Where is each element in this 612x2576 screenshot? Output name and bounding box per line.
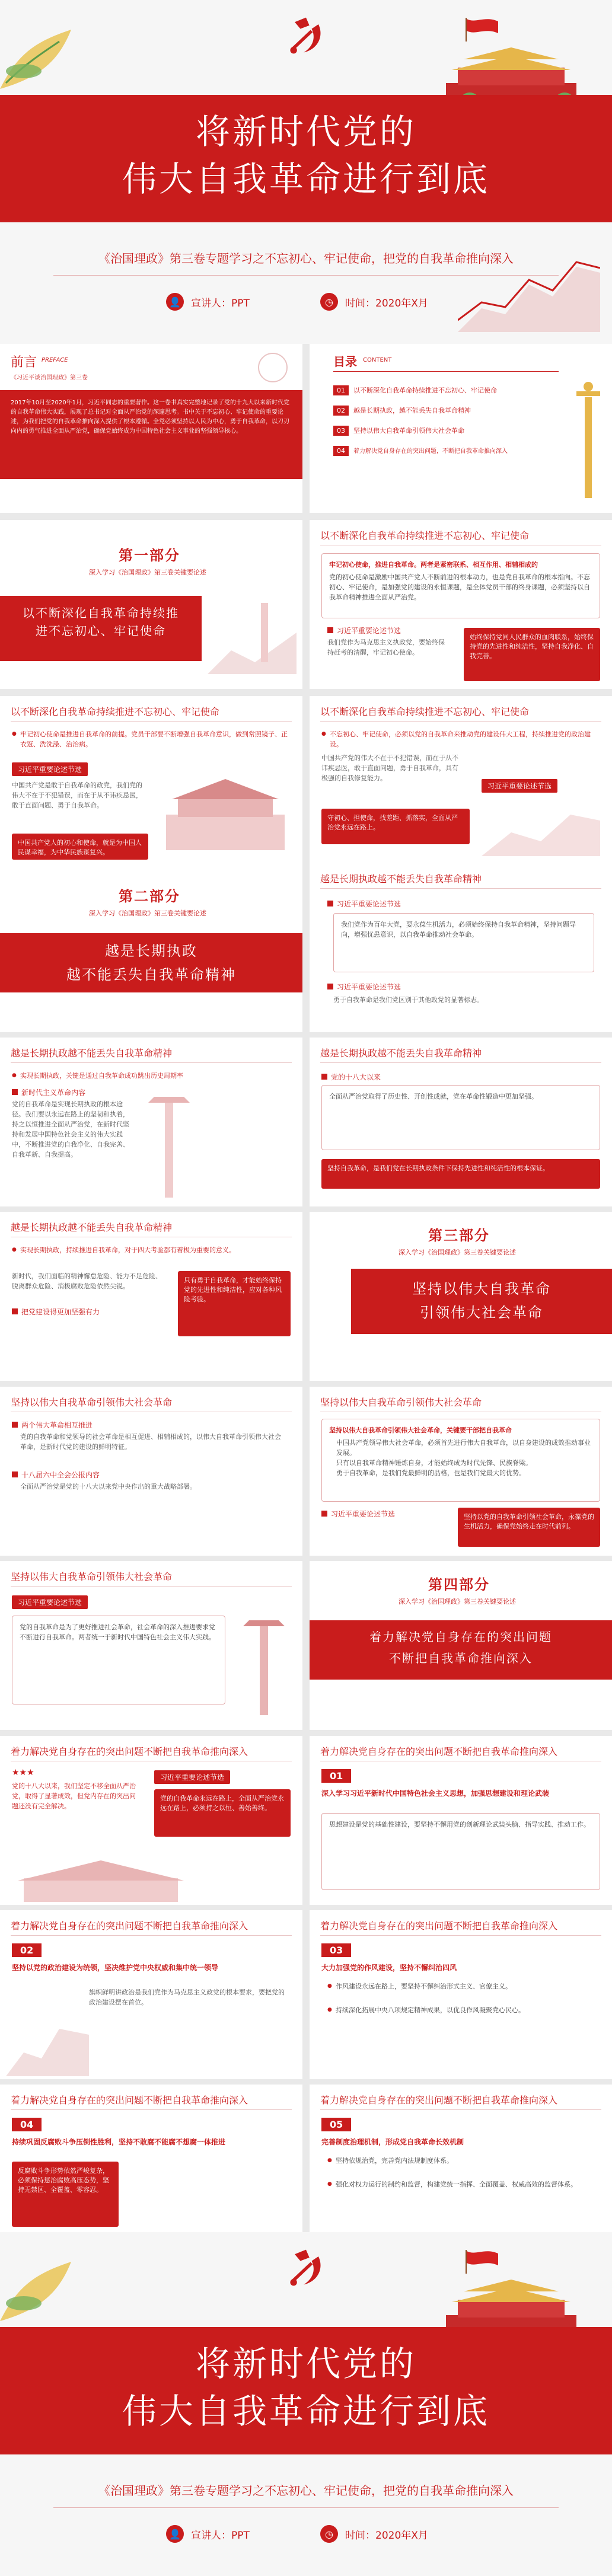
bullet-text: 勇于自我革命，是我们党最鲜明的品格，也是我们党最大的优势。 xyxy=(336,1469,525,1477)
body-text: 中国共产党是敢于自我革命的政党，我们党的伟大不在于不犯错误，而在于从不讳疾忌医，敢于直面问题、勇于自我革命。 xyxy=(12,781,142,809)
section-tag: 习近平重要论述节选 xyxy=(321,1509,395,1519)
divider xyxy=(11,1062,292,1063)
contents-item-num: 01 xyxy=(333,385,349,395)
section-tag: 习近平重要论述节选 xyxy=(154,1770,230,1784)
speaker-meta xyxy=(166,293,250,311)
box-text: 党的初心使命是激励中国共产党人不断前进的根本动力，也是党自我革命的根本指向。不忘初心、牢记使命，是加强党的建设的永恒课题，是全体党员干部的终身课题，必须坚持以自我革命精神推进全面从严治党。 xyxy=(329,573,590,601)
body-text: 新时代，我们面临的精神懈怠危险、能力不足危险、脱离群众危险、消极腐败危险依然尖锐。 xyxy=(12,1272,162,1290)
contents-title: 目录 xyxy=(333,355,357,369)
time-label: 时间：2020年X月 xyxy=(345,2529,428,2542)
bullet-text: ● 牢记初心使命是推进自我革命的前提。党员干部要不断增强自我革命意识，做到常照镜子、正衣冠、洗洗澡、治治病。 xyxy=(12,729,291,749)
clock-icon: ◷ xyxy=(320,2525,338,2543)
slide-row-3 xyxy=(0,696,612,865)
cover-title xyxy=(0,108,612,203)
clock-icon: ◷ xyxy=(320,293,338,311)
slide-header: 越是长期执政越不能丢失自我革命精神 xyxy=(11,1048,173,1059)
preface-slide[interactable] xyxy=(0,344,302,513)
section-heading: 持续巩固反腐败斗争压倒性胜利，坚持不敢腐不能腐不想腐一体推进 xyxy=(12,2138,226,2146)
contents-slide[interactable] xyxy=(310,344,612,513)
part3-cover-slide[interactable] xyxy=(310,1212,612,1381)
part-title: 第三部分 xyxy=(428,1227,490,1244)
seal-decoration-icon xyxy=(249,350,297,385)
part2-slide-2[interactable] xyxy=(0,1038,302,1206)
bullet-text: 中国共产党领导伟大社会革命，必须首先进行伟大自我革命，以自身建设的成效推动事业发展。 xyxy=(336,1439,591,1457)
slide-row-5 xyxy=(0,1038,612,1206)
bullet-text: ● 持续深化拓展中央八项规定精神成果，以优良作风凝聚党心民心。 xyxy=(327,2005,594,2015)
slide-header: 着力解决党自身存在的突出问题不断把自我革命推向深入 xyxy=(320,2095,558,2106)
part-title: 第一部分 xyxy=(119,547,180,564)
great-wall-icon xyxy=(458,249,600,332)
preface-title: 前言 xyxy=(11,355,37,370)
end-slide[interactable] xyxy=(0,2232,612,2576)
part1-slide-1[interactable] xyxy=(310,520,612,689)
cover-slide[interactable] xyxy=(0,0,612,344)
section-tag: 习近平重要论述节选 xyxy=(482,779,557,793)
section-heading: 坚持以党的政治建设为统领，坚决维护党中央权威和集中统一领导 xyxy=(12,1964,219,1972)
contents-item-text: 越是长期执政，越不能丢失自我革命精神 xyxy=(353,407,471,414)
slide-header: 着力解决党自身存在的突出问题不断把自我革命推向深入 xyxy=(11,1746,248,1757)
part4-slide-5[interactable] xyxy=(0,2085,302,2253)
divider xyxy=(320,721,601,722)
body-text: 全面从严治党是党的十八大以来党中央作出的重大战略部署。 xyxy=(20,1483,196,1490)
highlight-box: 党的自我革命永远在路上，全面从严治党永远在路上，必须持之以恒、善始善终。 xyxy=(154,1789,291,1837)
red-flag-icon xyxy=(464,2250,499,2274)
box-heading: 坚持以伟大自我革命引领伟大社会革命，关键要干部把自我革命 xyxy=(329,1426,512,1434)
part-sub: 深入学习《治国理政》第三卷关键要论述 xyxy=(399,1598,516,1605)
slide-header: 以不断深化自我革命持续推进不忘初心、牢记使命 xyxy=(11,706,220,717)
body-text: 中国共产党的伟大不在于不犯错误，而在于从不讳疾忌医，敢于直面问题，勇于自我革命，具有极强的自我修复能力。 xyxy=(321,754,458,782)
divider xyxy=(320,1935,601,1936)
slide-row-8 xyxy=(0,1561,612,1730)
slide-header: 越是长期执政越不能丢失自我革命精神 xyxy=(320,1048,482,1059)
slide-header: 坚持以伟大自我革命引领伟大社会革命 xyxy=(320,1397,482,1408)
slide-row-4 xyxy=(0,863,612,1032)
divider xyxy=(333,371,559,372)
slide-header: 坚持以伟大自我革命引领伟大社会革命 xyxy=(11,1571,173,1582)
part-title: 第四部分 xyxy=(428,1576,490,1593)
section-number-badge: 03 xyxy=(321,1943,351,1957)
highlight-box: 坚持以党的自我革命引领社会革命，永葆党的生机活力，确保党始终走在时代前列。 xyxy=(458,1508,600,1547)
section-number-badge: 01 xyxy=(321,1769,351,1783)
part4-band-line2: 不断把自我革命推向深入 xyxy=(389,1651,533,1665)
section-tag: 习近平重要论述节选 xyxy=(327,899,401,909)
part-title: 第二部分 xyxy=(119,888,180,905)
part4-cover-slide[interactable] xyxy=(310,1561,612,1730)
contents-item[interactable] xyxy=(333,406,547,426)
content-box: 我们党作为百年大党，要永葆生机活力，必须始终保持自我革命精神，坚持问题导向，增强忧患意识，以自我革命推动社会革命。 xyxy=(333,913,594,972)
divider xyxy=(11,1935,292,1936)
monument-decoration-icon xyxy=(208,579,297,674)
slide-row-9 xyxy=(0,1736,612,1905)
part4-band-line1: 着力解决党自身存在的突出问题 xyxy=(369,1630,552,1644)
section-number-badge: 05 xyxy=(321,2118,351,2131)
part3-slide-2[interactable] xyxy=(310,1387,612,1556)
part4-slide-6[interactable] xyxy=(310,2085,612,2253)
part1-band-text: 以不断深化自我革命持续推进不忘初心、牢记使命 xyxy=(23,606,179,638)
speaker-label: 宣讲人：PPT xyxy=(191,297,250,309)
content-box: 党的自我革命是为了更好推进社会革命，社会革命的深入推进要求党不断进行自我革命。两者统一于新时代中国特色社会主义伟大实践。 xyxy=(12,1616,225,1704)
section-number-badge: 04 xyxy=(12,2118,42,2131)
body-text: 党的自我革命和党领导的社会革命是相互促进、相辅相成的，以伟大自我革命引领伟大社会革命，是新时代党的建设的鲜明特征。 xyxy=(20,1433,281,1451)
part2-slide-4[interactable] xyxy=(0,1212,302,1381)
time-meta xyxy=(320,293,428,311)
divider xyxy=(11,2109,292,2110)
highlight-box: 只有勇于自我革命，才能始终保持党的先进性和纯洁性，应对各种风险考验。 xyxy=(178,1271,291,1336)
slide-header: 着力解决党自身存在的突出问题不断把自我革命推向深入 xyxy=(320,1920,558,1932)
section-tag: 把党建设得更加坚强有力 xyxy=(12,1307,100,1317)
slide-header: 以不断深化自我革命持续推进不忘初心、牢记使命 xyxy=(320,706,530,717)
contents-title-en: CONTENT xyxy=(363,357,392,363)
bullet-text: 只有以自我革命精神锤炼自身，才能始终成为时代先锋、民族脊梁。 xyxy=(336,1459,532,1467)
divider xyxy=(11,721,292,722)
part4-slide-1[interactable] xyxy=(0,1736,302,1905)
highlight-box: 反腐败斗争形势依然严峻复杂，必须保持惩治腐败高压态势，坚持无禁区、全覆盖、零容忍。 xyxy=(12,2162,119,2227)
contents-item-num: 03 xyxy=(333,426,349,436)
divider xyxy=(320,888,601,889)
part2-slide-3[interactable] xyxy=(310,1038,612,1206)
end-title xyxy=(0,2340,612,2435)
part2-cover-slide[interactable] xyxy=(0,863,302,1032)
section-heading: 深入学习习近平新时代中国特色社会主义思想，加强思想建设和理论武装 xyxy=(321,1789,550,1798)
part4-slide-4[interactable] xyxy=(310,1910,612,2079)
part3-slide-1[interactable] xyxy=(0,1387,302,1556)
slide-header: 越是长期执政越不能丢失自我革命精神 xyxy=(320,873,482,885)
section-tag: 新时代主义革命内容 xyxy=(12,1087,85,1097)
section-tag: 习近平重要论述节选 xyxy=(12,762,88,776)
part2-band-line1: 越是长期执政 xyxy=(105,943,197,959)
part2-band-line2: 越不能丢失自我革命精神 xyxy=(66,966,236,983)
end-title-line1: 将新时代党的 xyxy=(195,2344,416,2384)
highlight-box: 中国共产党人的初心和使命，就是为中国人民谋幸福，为中华民族谋复兴。 xyxy=(12,834,148,860)
section-tag: 十八届六中全会公报内容 xyxy=(12,1470,100,1480)
highlight-box: 守初心、担使命，找差距、抓落实，全面从严治党永远在路上。 xyxy=(321,809,470,844)
content-box: 全面从严治党取得了历史性、开创性成就，党在革命性锻造中更加坚强。 xyxy=(321,1085,600,1150)
contents-item-text: 以不断深化自我革命持续推进不忘初心、牢记使命 xyxy=(353,387,497,394)
part1-band xyxy=(0,596,202,661)
quote-text: 我们党作为马克思主义执政党，要始终保持赶考的清醒，牢记初心使命。 xyxy=(327,639,445,656)
part4-band xyxy=(310,1620,612,1680)
end-title-line2: 伟大自我革命进行到底 xyxy=(122,2391,490,2431)
slide-row-11 xyxy=(0,2085,612,2253)
slide-header: 着力解决党自身存在的突出问题不断把自我革命推向深入 xyxy=(320,1746,558,1757)
part4-slide-3[interactable] xyxy=(0,1910,302,2079)
user-icon: 👤 xyxy=(166,2525,184,2543)
contents-item-num: 04 xyxy=(333,446,349,456)
tiananmen-gate-icon xyxy=(160,755,291,850)
huabiao-pillar-icon xyxy=(136,1085,202,1198)
contents-item-text: 着力解决党自身存在的突出问题，不断把自我革命推向深入 xyxy=(353,448,508,455)
highlight-box: 始终保持党同人民群众的血肉联系，始终保持党的先进性和纯洁性，坚持自我净化、自我完善。 xyxy=(464,628,600,681)
slide-header: 着力解决党自身存在的突出问题不断把自我革命推向深入 xyxy=(11,1920,248,1932)
divider xyxy=(320,2109,601,2110)
section-tag: 两个伟大革命相互推进 xyxy=(12,1420,93,1430)
section-tag: 习近平重要论述节选 xyxy=(327,625,401,636)
cover-title-line2: 伟大自我革命进行到底 xyxy=(122,159,490,199)
leaf-decoration-icon xyxy=(0,18,83,89)
speaker-label: 宣讲人：PPT xyxy=(191,2529,250,2542)
part3-band-line2: 引领伟大社会革命 xyxy=(420,1304,543,1321)
divider xyxy=(11,1586,292,1587)
slide-header: 以不断深化自我革命持续推进不忘初心、牢记使命 xyxy=(320,530,530,541)
section-tag: 党的十八大以来 xyxy=(321,1072,381,1082)
slide-row-2 xyxy=(0,520,612,689)
section-tag: 习近平重要论述节选 xyxy=(12,1595,88,1609)
contents-item-num: 02 xyxy=(333,406,349,416)
contents-item[interactable] xyxy=(333,426,547,446)
huabiao-pillar-icon xyxy=(231,1614,297,1715)
party-emblem-icon xyxy=(283,2245,329,2290)
body-text: 勇于自我革命是我们党区别于其他政党的显著标志。 xyxy=(333,996,483,1004)
bullet-text: ● 强化对权力运行的制约和监督，构建党统一指挥、全面覆盖、权威高效的监督体系。 xyxy=(327,2179,594,2189)
section-heading: 完善制度治理机制，形成党自我革命长效机制 xyxy=(321,2138,464,2146)
section-number-badge: 02 xyxy=(12,1943,42,1957)
great-wall-icon xyxy=(6,1999,89,2076)
contents-item[interactable] xyxy=(333,446,559,466)
great-wall-icon xyxy=(482,797,600,856)
red-flag-icon xyxy=(464,18,499,42)
time-label: 时间：2020年X月 xyxy=(345,297,428,309)
time-meta xyxy=(320,2525,428,2543)
tiananmen-gate-icon xyxy=(12,1849,190,1902)
bullet-text: ● 实现长期执政，关键是通过自我革命成功跳出历史周期率 xyxy=(12,1071,291,1081)
section-heading: 大力加强党的作风建设，坚持不懈纠治四风 xyxy=(321,1964,457,1972)
end-subtitle: 《治国理政》第三卷专题学习之不忘初心、牢记使命，把党的自我革命推向深入 xyxy=(98,2484,514,2498)
part3-slide-3[interactable] xyxy=(0,1561,302,1730)
bullet-text: ● 实现长期执政，持续推进自我革命，对于四大考验都有着极为重要的意义。 xyxy=(12,1245,291,1255)
huabiao-pillar-icon xyxy=(570,379,606,498)
part-sub: 深入学习《治国理政》第三卷关键要论述 xyxy=(399,1249,516,1256)
slide-header: 越是长期执政越不能丢失自我革命精神 xyxy=(11,1222,173,1233)
preface-body: 2017年10月至2020年1月，习近平同志的重要著作。这一卷书真实完整地记录了党的十九大以来新时代党的自我革命伟大实践，展现了总书记对全面从严治党的深邃思考。书中关于不忘初心、牢记使命的重要论述，为我们把党的自我革命推向深入提供了根本遵循。全党必须坚持以人民为中心，勇于自我革命，以刀刃向内的勇气推进全面从严治党，确保党始终成为中国特色社会主义事业的坚强领导核心。 xyxy=(0,390,302,479)
bullet-text: ● 作风建设永远在路上，要坚持不懈纠治形式主义、官僚主义。 xyxy=(327,1981,594,1991)
slide-row-6 xyxy=(0,1212,612,1381)
speaker-meta xyxy=(166,2525,250,2543)
part4-slide-2[interactable] xyxy=(310,1736,612,1905)
part3-band-line1: 坚持以伟大自我革命 xyxy=(412,1281,551,1297)
cover-title-line1: 将新时代党的 xyxy=(195,111,416,152)
part1-slide-3[interactable] xyxy=(310,696,612,865)
contents-item[interactable] xyxy=(333,385,547,406)
body-text: 旗帜鲜明讲政治是我们党作为马克思主义政党的根本要求，要把党的政治建设摆在首位。 xyxy=(89,1988,285,2006)
part-sub: 深入学习《治国理政》第三卷关键要论述 xyxy=(89,909,206,917)
cover-subtitle: 《治国理政》第三卷专题学习之不忘初心、牢记使命，把党的自我革命推向深入 xyxy=(98,251,514,266)
content-box: 思想建设是党的基础性建设，要坚持不懈用党的创新理论武装头脑、指导实践、推动工作。 xyxy=(321,1813,600,1890)
body-text: 党的自我革命是实现长期执政的根本途径。我们要以永远在路上的坚韧和执着，持之以恒推进全面从严治党，在新时代坚持和发展中国特色社会主义的伟大实践中，不断推进党的自我净化、自我完善、自我革新、自我提高。 xyxy=(12,1100,129,1158)
leaf-decoration-icon xyxy=(0,2250,83,2321)
part3-band xyxy=(351,1269,612,1334)
highlight-box: 坚持自我革命，是我们党在长期执政条件下保持先进性和纯洁性的根本保证。 xyxy=(321,1159,600,1189)
part-sub: 深入学习《治国理政》第三卷关键要论述 xyxy=(89,569,206,576)
divider xyxy=(320,1062,601,1063)
content-box xyxy=(321,1419,600,1502)
box-heading: 牢记初心使命，推进自我革命。两者是紧密联系、相互作用、相辅相成的 xyxy=(329,561,538,569)
part2-slide-1[interactable] xyxy=(310,863,612,1032)
stars-decoration: ★★★ xyxy=(12,1768,34,1777)
preface-title-en: PREFACE xyxy=(42,357,68,363)
bullet-text: ● 不忘初心、牢记使命，必须以党的自我革命来推动党的建设伟大工程，持续推进党的政治建设。 xyxy=(321,729,600,749)
preface-sub: 《习近平谈治国理政》第三卷 xyxy=(11,375,88,381)
slide-row-7 xyxy=(0,1387,612,1556)
part2-band xyxy=(0,933,302,992)
contents-item-text: 坚持以伟大自我革命引领伟大社会革命 xyxy=(353,427,464,435)
bullet-text: ● 坚持依规治党，完善党内法规制度体系。 xyxy=(327,2156,594,2166)
section-tag: 习近平重要论述节选 xyxy=(327,982,401,992)
contents-list xyxy=(333,385,559,466)
body-text: 党的十八大以来，我们坚定不移全面从严治党，取得了显著成效，但党内存在的突出问题还没有完全解决。 xyxy=(12,1782,136,1810)
part1-cover-slide[interactable] xyxy=(0,520,302,689)
slide-header: 着力解决党自身存在的突出问题不断把自我革命推向深入 xyxy=(11,2095,248,2106)
part1-slide-2[interactable] xyxy=(0,696,302,865)
user-icon: 👤 xyxy=(166,293,184,311)
divider xyxy=(53,2507,559,2508)
party-emblem-icon xyxy=(283,13,329,58)
content-box xyxy=(321,553,600,618)
slide-header: 坚持以伟大自我革命引领伟大社会革命 xyxy=(11,1397,173,1408)
slide-row-10 xyxy=(0,1910,612,2079)
slide-row-1 xyxy=(0,344,612,513)
